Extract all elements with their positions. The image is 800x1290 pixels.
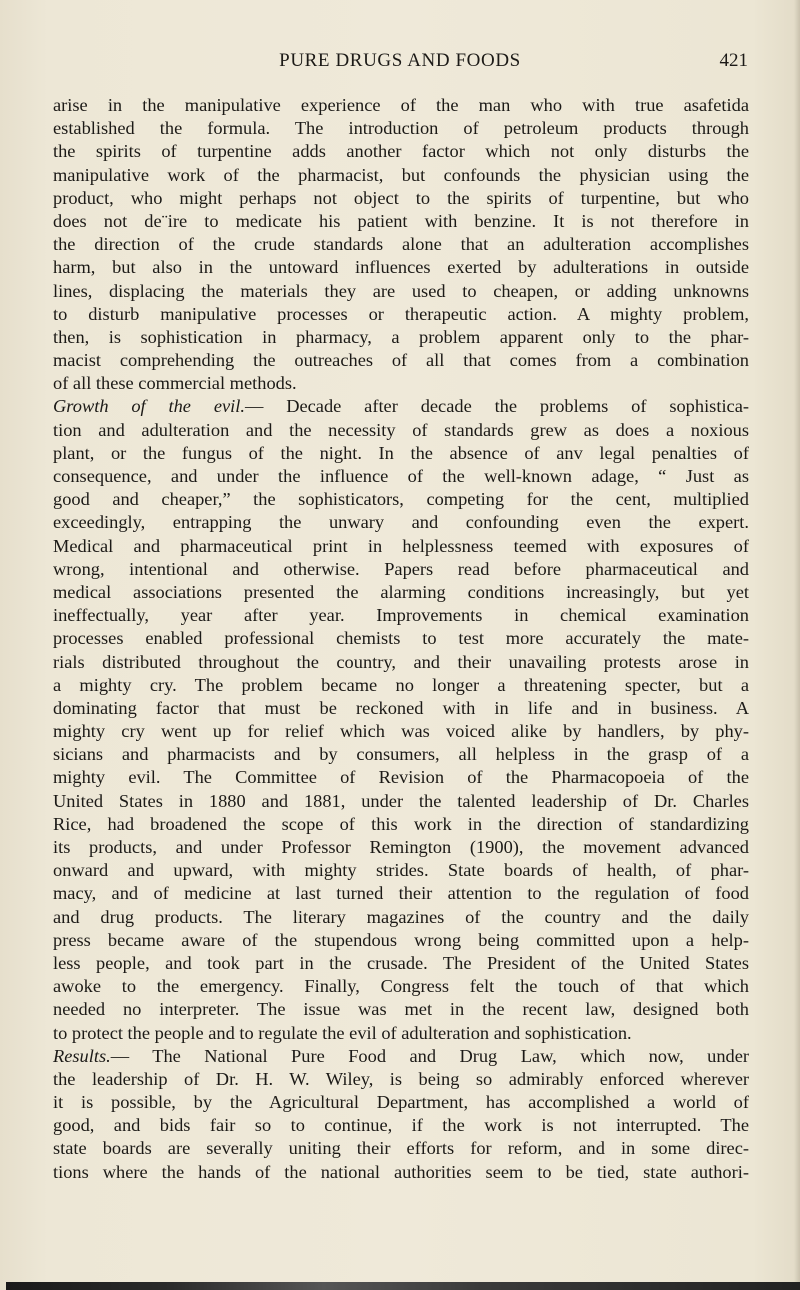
- text-line: [53, 697, 749, 720]
- running-head: PURE DRUGS AND FOODS: [279, 50, 521, 71]
- text-line: [53, 1137, 749, 1160]
- line-text: — The National Pure Food and Drug Law, which now, under: [110, 1045, 749, 1066]
- text-line: [53, 952, 749, 975]
- line-text: and drug products. The literary magazines of the country and the daily: [53, 906, 749, 927]
- line-text: press became aware of the stupendous wrong being committed upon a help-: [53, 929, 749, 950]
- text-line: [53, 164, 749, 187]
- text-line: [53, 442, 749, 465]
- line-text: macist comprehending the outreaches of all that comes from a combination: [53, 350, 749, 371]
- text-line: [53, 882, 749, 905]
- line-text: mighty evil. The Committee of Revision of the Pharmacopoeia of the: [53, 767, 749, 788]
- body-text: [53, 94, 749, 1184]
- text-line: [53, 1161, 749, 1184]
- line-text: tions where the hands of the national authorities seem to be tied, state authori-: [53, 1161, 749, 1182]
- line-text: good, and bids fair so to continue, if the work is not interrupted. The: [53, 1115, 749, 1136]
- line-text: it is possible, by the Agricultural Department, has accomplished a world of: [53, 1092, 749, 1113]
- line-text: state boards are severally uniting their efforts for reform, and in some direc-: [53, 1138, 749, 1159]
- text-line: [53, 720, 749, 743]
- text-line: [53, 836, 749, 859]
- line-text: the spirits of turpentine adds another factor which not only disturbs the: [53, 141, 749, 162]
- line-text: needed no interpreter. The issue was met in the recent law, designed both: [53, 999, 749, 1020]
- text-line: [53, 210, 749, 233]
- text-line: [53, 604, 749, 627]
- line-text: lines, displacing the materials they are used to cheapen, or adding unknowns: [53, 280, 749, 301]
- text-line: [53, 558, 749, 581]
- text-line: [53, 326, 749, 349]
- line-text: sicians and pharmacists and by consumers, all helpless in the grasp of a: [53, 744, 749, 765]
- line-text: dominating factor that must be reckoned with in life and in business. A: [53, 697, 749, 718]
- line-text: arise in the manipulative experience of the man who with true asafetida: [53, 95, 749, 115]
- line-text: product, who might perhaps not object to the spirits of turpentine, but who: [53, 187, 749, 208]
- text-line: [53, 1022, 749, 1045]
- line-text: a mighty cry. The problem became no longer a threatening specter, but a: [53, 674, 749, 695]
- text-line: [53, 766, 749, 789]
- text-line: [53, 372, 749, 395]
- text-line: [53, 651, 749, 674]
- scan-bottom-edge: [6, 1282, 800, 1290]
- line-text: good and cheaper,” the sophisticators, competing for the cent, multiplied: [53, 489, 749, 510]
- line-text: exceedingly, entrapping the unwary and confounding even the expert.: [53, 512, 749, 533]
- line-text: medical associations presented the alarming conditions increasingly, but yet: [53, 581, 749, 602]
- line-text: manipulative work of the pharmacist, but confounds the physician using the: [53, 164, 749, 185]
- text-line: [53, 627, 749, 650]
- page-number: 421: [719, 50, 748, 71]
- line-text: to disturb manipulative processes or therapeutic action. A mighty problem,: [53, 303, 749, 324]
- text-line: [53, 790, 749, 813]
- line-text: the direction of the crude standards alone that an adulteration accomplishes: [53, 234, 749, 255]
- text-line: [53, 233, 749, 256]
- line-text: mighty cry went up for relief which was voiced alike by handlers, by phy-: [53, 721, 749, 742]
- line-text: the leadership of Dr. H. W. Wiley, is being so admirably enforced wherever: [53, 1068, 749, 1089]
- text-line: [53, 187, 749, 210]
- text-line: [53, 395, 749, 418]
- line-text: tion and adulteration and the necessity of standards grew as does a noxious: [53, 419, 749, 440]
- section-run-in-heading: Growth of the evil.: [53, 396, 245, 417]
- text-line: [53, 280, 749, 303]
- line-text: awoke to the emergency. Finally, Congress felt the touch of that which: [53, 976, 749, 997]
- text-line: [53, 303, 749, 326]
- text-line: [53, 906, 749, 929]
- line-text: then, is sophistication in pharmacy, a problem apparent only to the phar-: [53, 326, 749, 347]
- text-line: [53, 975, 749, 998]
- text-line: [53, 998, 749, 1021]
- line-text: of all these commercial methods.: [53, 373, 297, 394]
- line-text: plant, or the fungus of the night. In the absence of anv legal penalties of: [53, 442, 749, 463]
- line-text: Medical and pharmaceutical print in helplessness teemed with exposures of: [53, 535, 749, 556]
- text-line: [53, 929, 749, 952]
- text-line: [53, 349, 749, 372]
- text-line: [53, 256, 749, 279]
- text-line: [53, 1114, 749, 1137]
- text-line: [53, 743, 749, 766]
- line-text: Rice, had broadened the scope of this work in the direction of standardizing: [53, 813, 749, 834]
- page-edge-shadow: [794, 0, 800, 1290]
- text-line: [53, 535, 749, 558]
- text-line: [53, 488, 749, 511]
- line-text: harm, but also in the untoward influences exerted by adulterations in outside: [53, 257, 749, 278]
- line-text: processes enabled professional chemists to test more accurately the mate-: [53, 628, 749, 649]
- line-text: onward and upward, with mighty strides. State boards of health, of phar-: [53, 860, 749, 881]
- line-text: to protect the people and to regulate the evil of adulteration and sophistication.: [53, 1022, 632, 1043]
- text-line: [53, 117, 749, 140]
- text-line: [53, 511, 749, 534]
- text-line: [53, 581, 749, 604]
- line-text: its products, and under Professor Remington (1900), the movement advanced: [53, 837, 749, 857]
- text-line: [53, 813, 749, 836]
- text-line: [53, 419, 749, 442]
- text-line: [53, 140, 749, 163]
- line-text: does not de¨ire to medicate his patient with benzine. It is not therefore in: [53, 210, 749, 231]
- text-line: [53, 1045, 749, 1068]
- line-text: macy, and of medicine at last turned their attention to the regulation of food: [53, 883, 749, 904]
- text-line: [53, 859, 749, 882]
- text-line: [53, 1091, 749, 1114]
- line-text: less people, and took part in the crusade. The President of the United States: [53, 952, 749, 973]
- line-text: rials distributed throughout the country, and their unavailing protests arose in: [53, 651, 749, 672]
- section-run-in-heading: Results.: [53, 1045, 111, 1066]
- page-header: [0, 50, 800, 80]
- text-line: [53, 465, 749, 488]
- line-text: United States in 1880 and 1881, under the talented leadership of Dr. Charles: [53, 790, 749, 811]
- line-text: wrong, intentional and otherwise. Papers read before pharmaceutical and: [53, 558, 749, 579]
- text-line: [53, 674, 749, 697]
- text-line: [53, 1068, 749, 1091]
- line-text: — Decade after decade the problems of sophistica-: [244, 396, 749, 417]
- line-text: ineffectually, year after year. Improvements in chemical examination: [53, 605, 749, 626]
- text-line: [53, 94, 749, 117]
- line-text: consequence, and under the influence of the well-known adage, “ Just as: [53, 466, 749, 486]
- line-text: established the formula. The introduction of petroleum products through: [53, 118, 749, 139]
